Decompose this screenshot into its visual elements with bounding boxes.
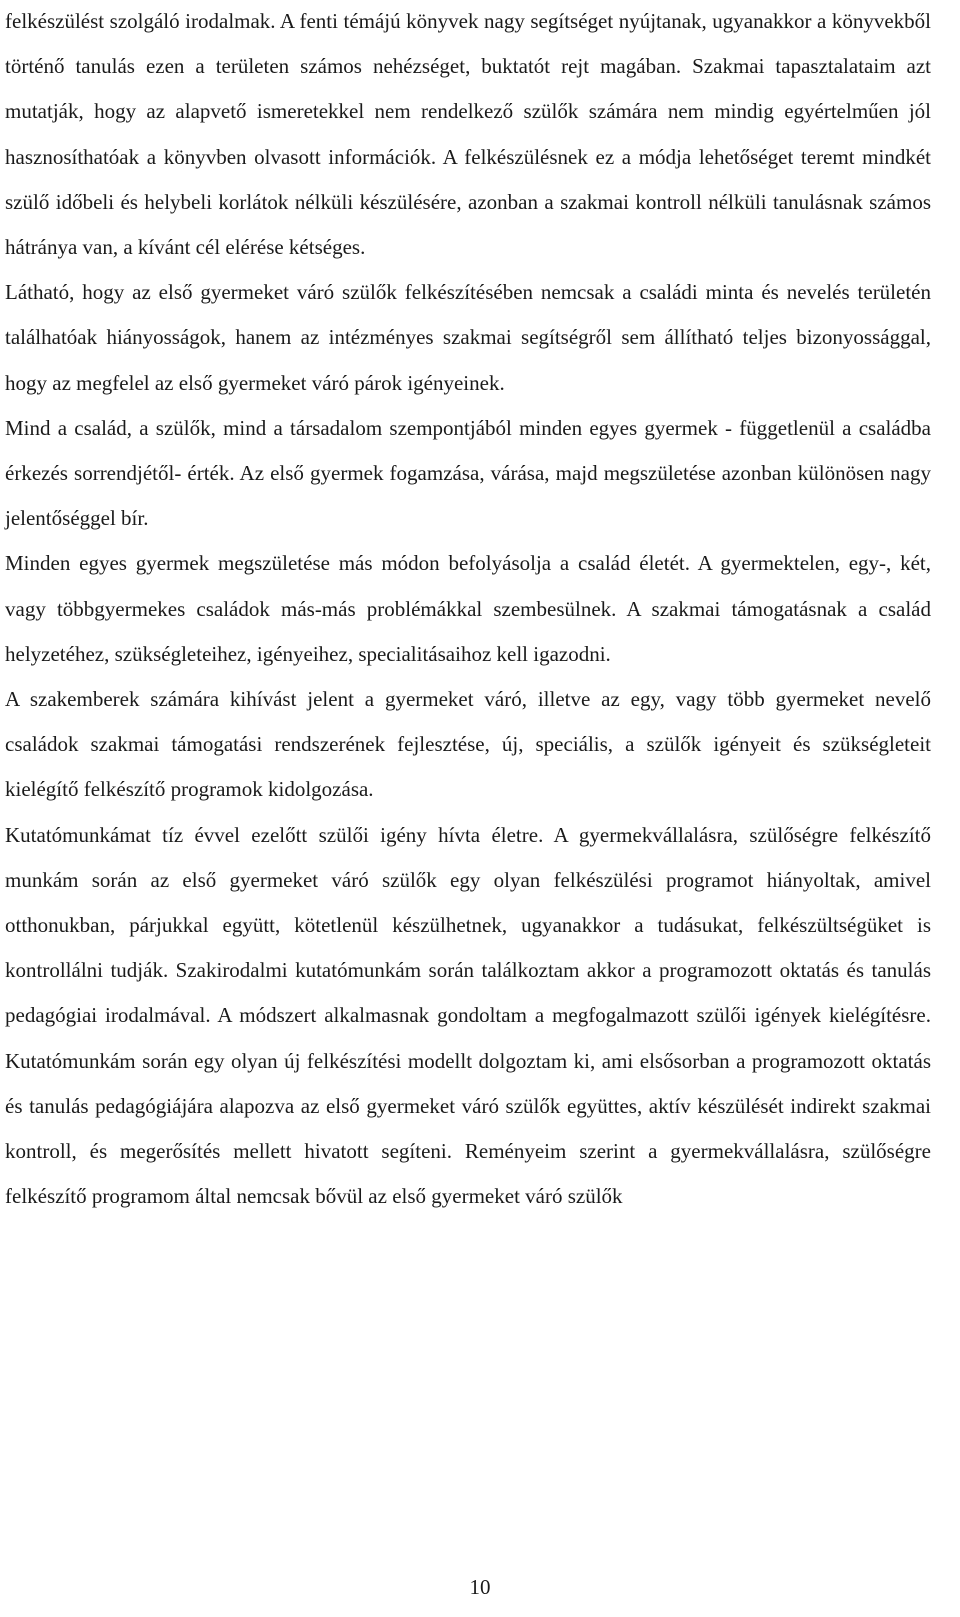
page-number: 10 [469, 1575, 491, 1599]
paragraph-professional-challenge: A szakemberek számára kihívást jelent a gyermeket váró, illetve az egy, vagy több gyermeket nevelő családok szakmai támogatási rendszerének fejlesztése, új, speciális, a szülők igényeit és szükségleteit kielégítő felkészítő programok kidolgozása. [5, 687, 931, 802]
paragraph-child-value: Mind a család, a szülők, mind a társadalom szempontjából minden egyes gyermek - függetlenül a családba érkezés sorrendjétől- érték. Az első gyermek fogamzása, várása, majd megszületése azonban különösen nagy jelentőséggel bír. [5, 415, 931, 531]
paragraph-family-support: Minden egyes gyermek megszületése más módon befolyásolja a család életét. A gyermektelen, egy-, két, vagy többgyermekes családok más-más problémákkal szembesülnek. A szakmai támogatásnak a család helyzetéhez, szükségleteihez, igényeihez, specialitásaihoz kell igazodni. [5, 551, 931, 666]
paragraph-research-origin: Kutatómunkámat tíz évvel ezelőtt szülői igény hívta életre. A gyermekvállalásra, szülőségre felkészítő munkám során az első gyermeket váró szülők egy olyan felkészülési programot hiányoltak, amivel otthonukban, párjukkal együtt, kötetlenül készülhetnek, ugyanakkor a tudásukat, felkészültségüket is kontrollálni tudják. Szakirodalmi kutatómunkám során találkoztam akkor a programozott oktatás és tanulás pedagógiai irodalmával. A módszert alkalmasnak gondoltam a megfogalmazott szülői igények kielégítésre. Kutatómunkám során egy olyan új felkészítési modellt dolgoztam ki, ami elsősorban a programozott oktatás és tanulás pedagógiájára alapozva az első gyermeket váró szülők együttes, aktív készülését indirekt szakmai kontroll, és megerősítés mellett hivatott segíteni. Reményeim szerint a gyermekvállalásra, szülőségre felkészítő programom által nemcsak bővül az első gyermeket váró szülők [5, 822, 931, 1209]
paragraph-intro-literature: felkészülést szolgáló irodalmak. A fenti témájú könyvek nagy segítséget nyújtanak, ugyanakkor a könyvekből történő tanulás ezen a területen számos nehézséget, buktatót rejt magában. Szakmai tapasztalataim azt mutatják, hogy az alapvető ismeretekkel nem rendelkező szülők számára nem mindig egyértelműen jól hasznosíthatóak a könyvben olvasott információk. A felkészülésnek ez a módja lehetőséget teremt mindkét szülő időbeli és helybeli korlátok nélküli készülésére, azonban a szakmai kontroll nélküli tanulásnak számos hátránya van, a kívánt cél elérése kétséges. [5, 9, 931, 260]
paragraph-visible-gaps: Látható, hogy az első gyermeket váró szülők felkészítésében nemcsak a családi minta és nevelés területén találhatóak hiányosságok, hanem az intézményes szakmai segítségről sem állítható teljes bizonyossággal, hogy az megfelel az első gyermeket váró párok igényeinek. [5, 280, 931, 395]
body-text [5, 0, 931, 1219]
